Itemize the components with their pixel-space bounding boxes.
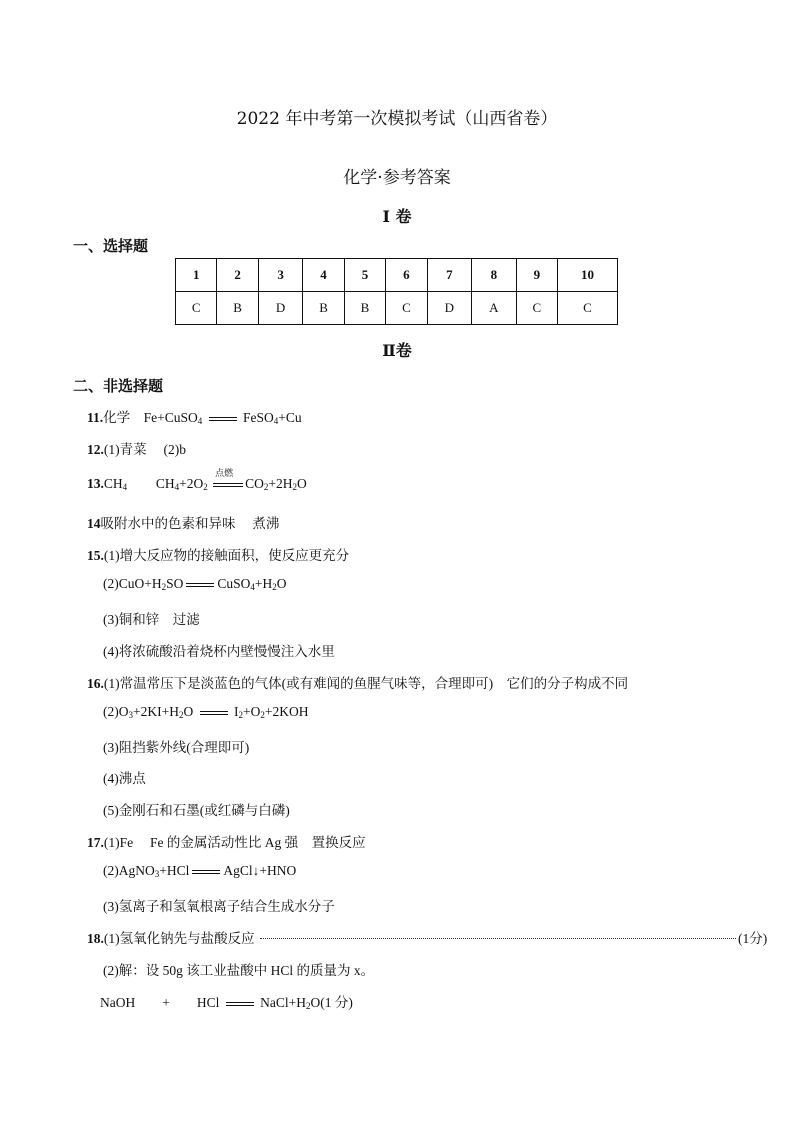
question-number-cell: 4: [303, 259, 344, 292]
answer-16-part-2: $(2)O_3+2KI+H_2O$ $I_2+O_2+2KOH$: [103, 704, 309, 720]
question-number-cell: 10: [558, 259, 618, 292]
answer-cell: A: [472, 292, 517, 325]
section-1-heading: 一、选择题: [73, 237, 149, 255]
answer-17-part-3: (3)氢离子和氢氧根离子结合生成水分子: [103, 899, 335, 914]
question-number-cell: 3: [258, 259, 303, 292]
equals-sign: [209, 417, 237, 421]
answer-15-part-2: $(2)CuO+H_2SO$ $CuSO_4+H_2O$: [103, 576, 287, 592]
dotted-leader: [260, 926, 736, 939]
answer-16-part-5: (5)金刚石和石墨(或红磷与白磷): [103, 803, 290, 818]
answer-17-part-1: 17.(1)Fe Fe 的金属活动性比 Ag 强 置换反应: [87, 835, 366, 850]
answer-18-part-1: 18.(1)氢氧化钠先与盐酸反应: [87, 931, 255, 946]
answer-cell: C: [176, 292, 217, 325]
score-label: (1分): [738, 931, 768, 946]
answer-table-answer-row: [176, 292, 618, 325]
answer-17-part-2: (2)AgNO$_3$+HCl AgCl↓+HNO: [103, 863, 297, 879]
reaction-condition-sign: 点燃: [213, 483, 243, 487]
page-title: 2022 年中考第一次模拟考试（山西省卷）: [236, 109, 558, 129]
answer-table: [175, 258, 618, 325]
question-number-cell: 6: [386, 259, 427, 292]
answer-15-part-1: 15.(1)增大反应物的接触面积，使反应更充分: [87, 548, 350, 563]
answer-table-number-row: [176, 259, 618, 292]
answer-13: $13.CH_4$ $CH_4+2O_2$ 点燃 $CO_2+2H_2O$: [87, 467, 307, 492]
answer-16-part-4: (4)沸点: [103, 771, 146, 786]
answer-cell: B: [303, 292, 344, 325]
volume-1-heading: I 卷: [382, 207, 412, 226]
answer-cell: B: [344, 292, 385, 325]
answer-14: 14吸附水中的色素和异味 煮沸: [87, 516, 280, 531]
answer-15-part-4: (4)将浓硫酸沿着烧杯内壁慢慢注入水里: [103, 644, 335, 659]
answer-cell: B: [217, 292, 258, 325]
answer-11: 11.化学 Fe+CuSO$_4$ FeSO$_4$+Cu: [87, 410, 302, 426]
equals-sign: [192, 870, 220, 874]
question-number-cell: 2: [217, 259, 258, 292]
question-number-cell: 9: [516, 259, 557, 292]
answer-15-part-3: (3)铜和锌 过滤: [103, 612, 200, 627]
question-number-cell: 7: [427, 259, 472, 292]
answer-cell: C: [516, 292, 557, 325]
equals-sign: [186, 583, 214, 587]
answer-16-part-3: (3)阻挡紫外线(合理即可): [103, 740, 250, 755]
answer-cell: C: [558, 292, 618, 325]
question-number-cell: 8: [472, 259, 517, 292]
question-number-cell: 5: [344, 259, 385, 292]
page-subtitle: 化学·参考答案: [343, 168, 451, 188]
answer-16-part-1: 16.(1)常温常压下是淡蓝色的气体(或有难闻的鱼腥气味等，合理即可) 它们的分子构成不同: [87, 676, 629, 691]
answer-12: 12.(1)青菜 (2)b: [87, 442, 186, 457]
section-2-heading: 二、非选择题: [73, 377, 164, 395]
volume-2-heading: Ⅱ卷: [382, 341, 412, 360]
answer-cell: C: [386, 292, 427, 325]
equals-sign: [226, 1002, 254, 1006]
question-number-cell: 1: [176, 259, 217, 292]
equals-sign: [200, 711, 228, 715]
answer-18-equation: NaOH + HCl $NaCl+H_2O(1$ 分): [100, 995, 353, 1011]
answer-cell: D: [427, 292, 472, 325]
answer-cell: D: [258, 292, 303, 325]
answer-18-part-2: (2)解：设 50g 该工业盐酸中 HCl 的质量为 x。: [103, 963, 375, 978]
